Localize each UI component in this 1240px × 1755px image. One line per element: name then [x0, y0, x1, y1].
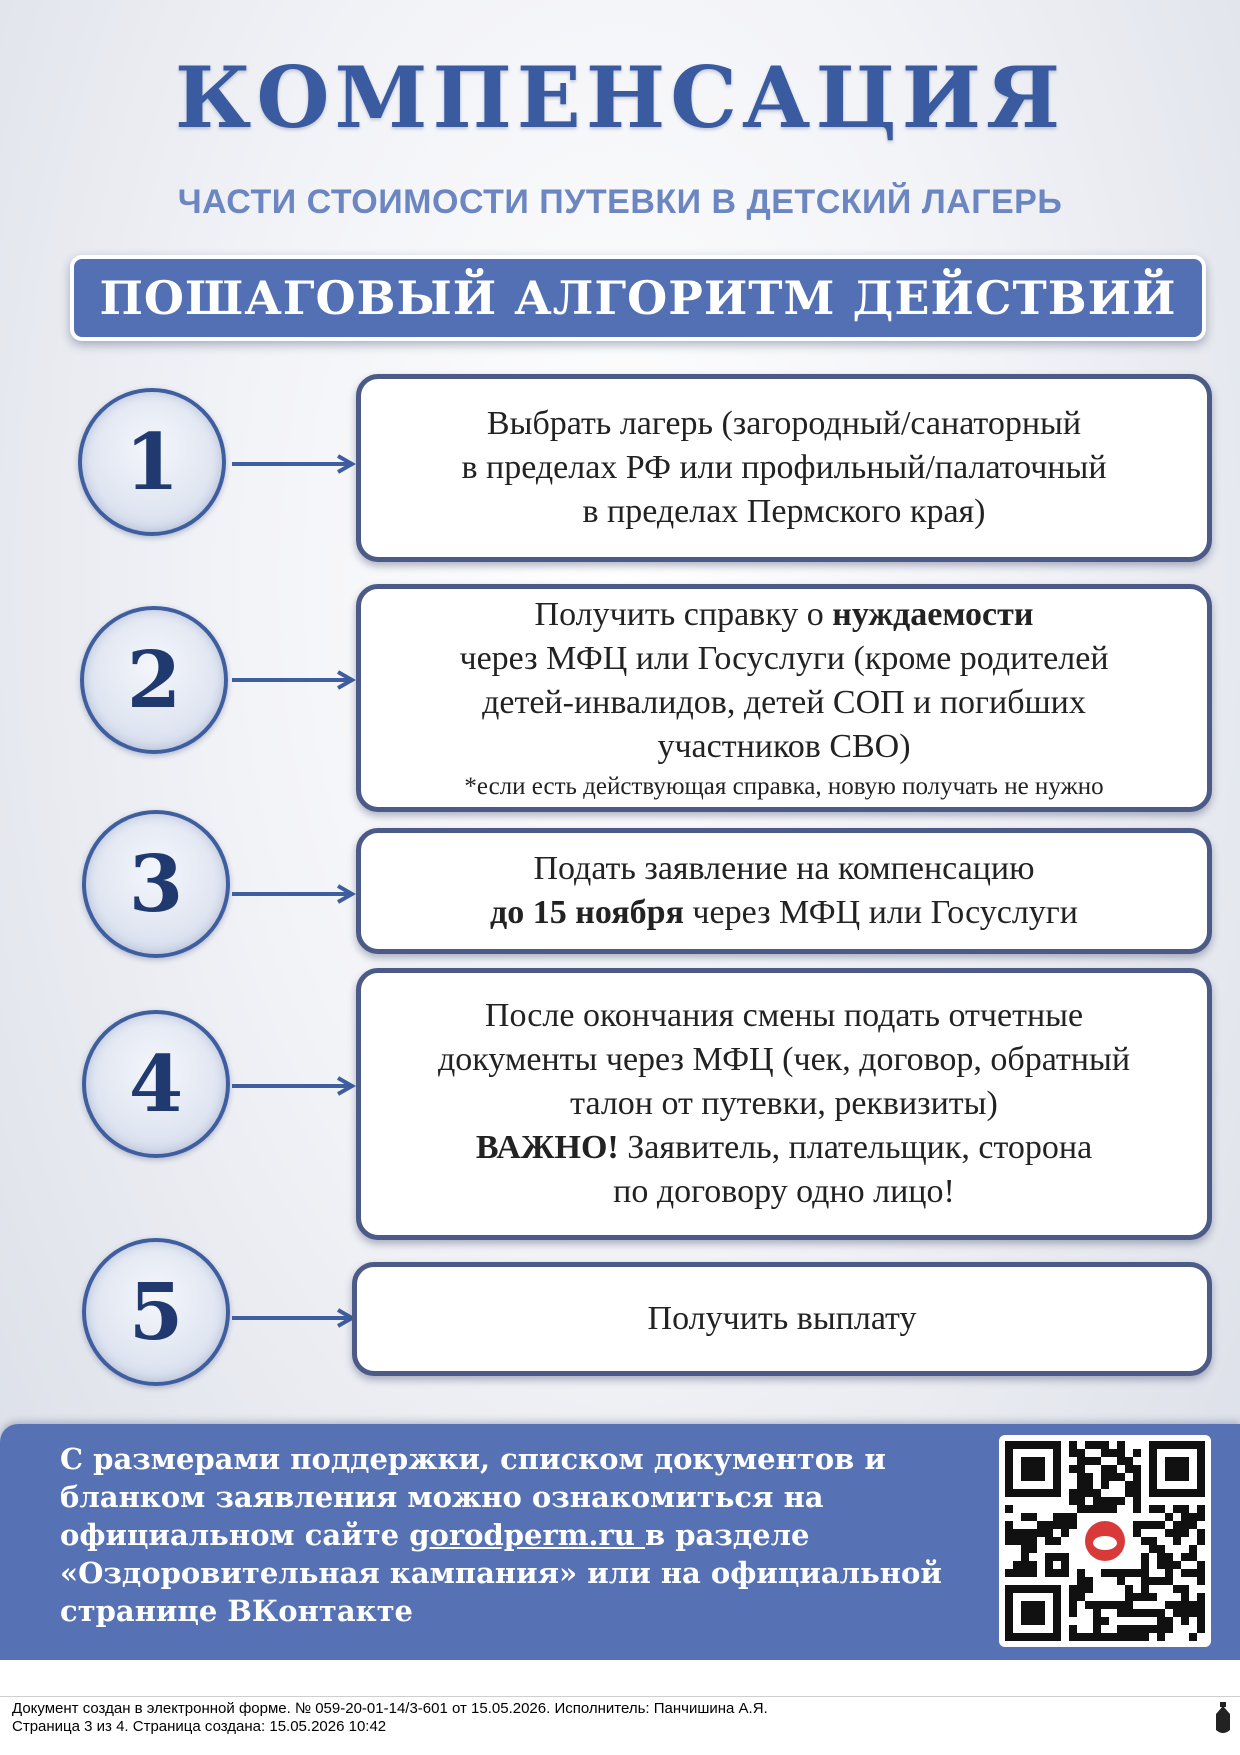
step-4-important: ВАЖНО! — [475, 1129, 619, 1166]
qr-module — [1085, 1585, 1093, 1593]
qr-module — [1069, 1601, 1077, 1609]
qr-module — [1141, 1521, 1149, 1529]
qr-module — [1189, 1545, 1197, 1553]
qr-module — [1165, 1529, 1173, 1537]
qr-module — [1037, 1521, 1045, 1529]
qr-module — [1157, 1521, 1165, 1529]
step-2-note: *если есть действующая справка, новую получать не нужно — [464, 773, 1104, 800]
qr-module — [1173, 1601, 1181, 1609]
qr-module — [1093, 1489, 1101, 1497]
qr-module — [1165, 1513, 1173, 1521]
qr-module — [1157, 1625, 1165, 1633]
qr-module — [1053, 1513, 1061, 1521]
qr-module — [1013, 1529, 1021, 1537]
step-4-line-4 — [476, 1126, 1092, 1170]
qr-module — [1189, 1521, 1197, 1529]
qr-module — [1077, 1457, 1085, 1465]
qr-module — [1149, 1521, 1157, 1529]
arrow-right-icon — [232, 1308, 358, 1328]
qr-module — [1077, 1489, 1085, 1497]
qr-module — [1093, 1441, 1101, 1449]
qr-module — [1093, 1601, 1101, 1609]
qr-module — [1133, 1481, 1141, 1489]
qr-module — [1093, 1457, 1101, 1465]
qr-module — [1189, 1513, 1197, 1521]
qr-module — [1069, 1521, 1077, 1529]
qr-module — [1141, 1553, 1149, 1561]
qr-module — [1045, 1561, 1053, 1569]
step-4-line-5: по договору одно лицо! — [613, 1173, 955, 1210]
qr-module — [1061, 1561, 1069, 1569]
qr-module — [1141, 1577, 1149, 1585]
step-3-line-1: Подать заявление на компенсацию — [533, 850, 1035, 887]
step-4-line-3: талон от путевки, реквизиты) — [570, 1085, 998, 1122]
qr-module — [1013, 1561, 1021, 1569]
qr-module — [1125, 1585, 1133, 1593]
qr-module — [1197, 1529, 1205, 1537]
qr-module — [1173, 1585, 1181, 1593]
qr-module — [1109, 1569, 1117, 1577]
qr-module — [1133, 1625, 1141, 1633]
qr-module — [1021, 1545, 1029, 1553]
qr-module — [1061, 1569, 1069, 1577]
qr-module — [1165, 1561, 1173, 1569]
qr-module — [1085, 1505, 1093, 1513]
qr-module — [1069, 1441, 1077, 1449]
step-3-number: 3 — [128, 838, 184, 930]
qr-module — [1077, 1633, 1085, 1641]
footer-line-4: «Оздоровительная кампания» или на официальной — [60, 1556, 942, 1590]
qr-module — [1165, 1553, 1173, 1561]
qr-module — [1109, 1633, 1117, 1641]
algorithm-banner — [70, 255, 1206, 341]
step-2-box — [356, 584, 1212, 812]
qr-module — [1165, 1617, 1173, 1625]
qr-module — [1197, 1625, 1205, 1633]
qr-module — [1181, 1617, 1189, 1625]
qr-module — [1181, 1505, 1189, 1513]
gorodperm-link[interactable]: gorodperm.ru — [409, 1518, 645, 1552]
qr-module — [1197, 1617, 1205, 1625]
qr-module — [1181, 1521, 1189, 1529]
info-footer — [0, 1424, 1240, 1660]
qr-module — [1021, 1569, 1029, 1577]
qr-finder-core — [1165, 1457, 1189, 1481]
qr-module — [1117, 1457, 1125, 1465]
qr-module — [1109, 1505, 1117, 1513]
qr-module — [1125, 1609, 1133, 1617]
qr-module — [1005, 1505, 1013, 1513]
qr-module — [1101, 1481, 1109, 1489]
qr-module — [1021, 1513, 1029, 1521]
qr-module — [1173, 1505, 1181, 1513]
step-4-line-1: После окончания смены подать отчетные — [484, 997, 1084, 1034]
qr-module — [1181, 1593, 1189, 1601]
step-5-number: 5 — [128, 1266, 184, 1358]
qr-module — [1053, 1521, 1061, 1529]
qr-module — [1085, 1489, 1093, 1497]
qr-module — [1069, 1585, 1077, 1593]
qr-module — [1029, 1569, 1037, 1577]
qr-module — [1189, 1553, 1197, 1561]
qr-module — [1101, 1601, 1109, 1609]
qr-module — [1077, 1569, 1085, 1577]
qr-module — [1093, 1625, 1101, 1633]
qr-module — [1117, 1449, 1125, 1457]
qr-module — [1181, 1585, 1189, 1593]
qr-module — [1181, 1609, 1189, 1617]
qr-module — [1053, 1569, 1061, 1577]
qr-module — [1021, 1561, 1029, 1569]
qr-module — [1101, 1449, 1109, 1457]
arrow-right-icon — [232, 670, 358, 690]
qr-module — [1117, 1569, 1125, 1577]
qr-module — [1125, 1457, 1133, 1465]
qr-module — [1189, 1609, 1197, 1617]
qr-module — [1093, 1505, 1101, 1513]
qr-module — [1173, 1609, 1181, 1617]
qr-module — [1077, 1449, 1085, 1457]
qr-module — [1029, 1561, 1037, 1569]
qr-module — [1061, 1553, 1069, 1561]
step-5-line-1: Получить выплату — [647, 1300, 917, 1337]
step-3-box — [356, 828, 1212, 954]
footer-text — [60, 1440, 990, 1630]
qr-module — [1117, 1441, 1125, 1449]
arrow-right-icon — [232, 454, 358, 474]
document-footer-line-1: Документ создан в электронной форме. № 059-20-01-14/3-601 от 15.05.2026. Исполнитель: Панчишина А.Я. — [12, 1700, 768, 1717]
qr-module — [1117, 1497, 1125, 1505]
arrow-right-icon — [232, 884, 358, 904]
qr-module — [1069, 1633, 1077, 1641]
qr-module — [1109, 1473, 1117, 1481]
qr-module — [1149, 1609, 1157, 1617]
qr-module — [1069, 1625, 1077, 1633]
qr-module — [1045, 1537, 1053, 1545]
qr-module — [1157, 1553, 1165, 1561]
qr-module — [1101, 1497, 1109, 1505]
qr-module — [1101, 1441, 1109, 1449]
qr-module — [1077, 1505, 1085, 1513]
qr-module — [1125, 1489, 1133, 1497]
bear-icon — [1093, 1536, 1117, 1550]
qr-module — [1045, 1521, 1053, 1529]
footer-line-1: С размерами поддержки, списком документов и — [60, 1442, 886, 1476]
qr-module — [1197, 1513, 1205, 1521]
qr-module — [1069, 1465, 1077, 1473]
qr-module — [1101, 1465, 1109, 1473]
qr-module — [1181, 1513, 1189, 1521]
qr-module — [1133, 1489, 1141, 1497]
qr-module — [1029, 1545, 1037, 1553]
qr-module — [1069, 1593, 1077, 1601]
qr-module — [1069, 1513, 1077, 1521]
arrow-right-icon — [232, 1076, 358, 1096]
qr-module — [1141, 1537, 1149, 1545]
qr-module — [1085, 1473, 1093, 1481]
qr-module — [1125, 1601, 1133, 1609]
qr-module — [1197, 1609, 1205, 1617]
step-1-line-1: Выбрать лагерь (загородный/санаторный — [486, 405, 1082, 442]
qr-module — [1197, 1593, 1205, 1601]
step-4-box — [356, 968, 1212, 1240]
step-1-number: 1 — [124, 416, 180, 508]
qr-module — [1133, 1473, 1141, 1481]
qr-module — [1133, 1497, 1141, 1505]
qr-module — [1157, 1609, 1165, 1617]
qr-module — [1029, 1529, 1037, 1537]
qr-module — [1085, 1633, 1093, 1641]
qr-module — [1101, 1473, 1109, 1481]
qr-module — [1157, 1505, 1165, 1513]
step-3-deadline: до 15 ноября — [490, 894, 684, 931]
qr-module — [1173, 1561, 1181, 1569]
qr-module — [1165, 1601, 1173, 1609]
qr-module — [1101, 1617, 1109, 1625]
qr-module — [1101, 1569, 1109, 1577]
qr-module — [1013, 1569, 1021, 1577]
qr-module — [1069, 1609, 1077, 1617]
qr-module — [1189, 1633, 1197, 1641]
qr-module — [1069, 1497, 1077, 1505]
qr-module — [1141, 1633, 1149, 1641]
qr-module — [1061, 1529, 1069, 1537]
qr-module — [1005, 1537, 1013, 1545]
qr-module — [1133, 1521, 1141, 1529]
qr-module — [1133, 1529, 1141, 1537]
qr-code-icon[interactable] — [999, 1435, 1211, 1647]
step-3-line-2-text: через МФЦ или Госуслуги — [683, 894, 1078, 931]
footer-line-2: бланком заявления можно ознакомиться на — [60, 1480, 824, 1514]
qr-module — [1077, 1593, 1085, 1601]
qr-module — [1061, 1521, 1069, 1529]
qr-module — [1181, 1553, 1189, 1561]
qr-module — [1197, 1577, 1205, 1585]
qr-module — [1109, 1449, 1117, 1457]
qr-module — [1077, 1577, 1085, 1585]
step-2-line-2: через МФЦ или Госуслуги (кроме родителей — [459, 640, 1109, 677]
qr-module — [1173, 1529, 1181, 1537]
step-3-line-2 — [490, 891, 1078, 935]
qr-module — [1165, 1625, 1173, 1633]
document-footer — [12, 1700, 1192, 1736]
step-2-line-1 — [535, 593, 1034, 637]
qr-module — [1085, 1577, 1093, 1585]
step-2-line-3: детей-инвалидов, детей СОП и погибших — [482, 684, 1086, 721]
qr-module — [1133, 1505, 1141, 1513]
qr-module — [1173, 1521, 1181, 1529]
qr-module — [1117, 1473, 1125, 1481]
step-2-line-4: участников СВО) — [657, 728, 911, 765]
qr-module — [1125, 1481, 1133, 1489]
qr-module — [1093, 1497, 1101, 1505]
qr-module — [1133, 1569, 1141, 1577]
qr-module — [1093, 1609, 1101, 1617]
qr-module — [1189, 1569, 1197, 1577]
step-2-number: 2 — [126, 634, 182, 726]
step-5-box — [352, 1262, 1212, 1376]
qr-module — [1157, 1617, 1165, 1625]
qr-module — [1013, 1537, 1021, 1545]
qr-module — [1093, 1617, 1101, 1625]
document-footer-line-2: Страница 3 из 4. Страница создана: 15.05.2026 10:42 — [12, 1718, 387, 1735]
step-1-line-3: в пределах Пермского края) — [582, 493, 986, 530]
qr-module — [1141, 1569, 1149, 1577]
qr-module — [1117, 1577, 1125, 1585]
qr-module — [1133, 1449, 1141, 1457]
qr-module — [1149, 1577, 1157, 1585]
qr-module — [1133, 1465, 1141, 1473]
qr-module — [1117, 1609, 1125, 1617]
qr-module — [1141, 1625, 1149, 1633]
qr-module — [1021, 1553, 1029, 1561]
qr-module — [1109, 1497, 1117, 1505]
qr-module — [1141, 1593, 1149, 1601]
qr-module — [1181, 1569, 1189, 1577]
divider — [0, 1696, 1240, 1697]
qr-module — [1197, 1569, 1205, 1577]
qr-module — [1149, 1537, 1157, 1545]
qr-module — [1149, 1505, 1157, 1513]
qr-module — [1125, 1593, 1133, 1601]
qr-module — [1093, 1633, 1101, 1641]
qr-module — [1141, 1609, 1149, 1617]
qr-module — [1069, 1449, 1077, 1457]
qr-code-graphic — [999, 1435, 1211, 1647]
qr-module — [1157, 1633, 1165, 1641]
qr-module — [1133, 1609, 1141, 1617]
qr-module — [1005, 1569, 1013, 1577]
step-1-circle — [78, 388, 226, 536]
step-1-line-2: в пределах РФ или профильный/палаточный — [461, 449, 1107, 486]
qr-module — [1117, 1625, 1125, 1633]
step-2-circle — [80, 606, 228, 754]
qr-finder-core — [1021, 1457, 1045, 1481]
qr-module — [1133, 1593, 1141, 1601]
qr-module — [1197, 1505, 1205, 1513]
qr-module — [1197, 1537, 1205, 1545]
emblem-icon — [1212, 1702, 1234, 1738]
qr-module — [1077, 1585, 1085, 1593]
qr-module — [1005, 1521, 1013, 1529]
qr-module — [1133, 1633, 1141, 1641]
step-3-circle — [82, 810, 230, 958]
qr-module — [1085, 1481, 1093, 1489]
footer-line-5: странице ВКонтакте — [60, 1594, 413, 1628]
qr-module — [1157, 1561, 1165, 1569]
qr-module — [1085, 1441, 1093, 1449]
qr-module — [1021, 1529, 1029, 1537]
qr-module — [1197, 1561, 1205, 1569]
qr-module — [1181, 1601, 1189, 1609]
qr-module — [1109, 1601, 1117, 1609]
qr-module — [1149, 1593, 1157, 1601]
qr-module — [1021, 1537, 1029, 1545]
qr-module — [1165, 1569, 1173, 1577]
step-4-number: 4 — [128, 1038, 184, 1130]
qr-module — [1157, 1577, 1165, 1585]
qr-module — [1189, 1601, 1197, 1609]
footer-line-3 — [60, 1516, 990, 1554]
qr-module — [1197, 1601, 1205, 1609]
qr-module — [1077, 1481, 1085, 1489]
qr-module — [1109, 1465, 1117, 1473]
step-1-box — [356, 374, 1212, 562]
qr-module — [1069, 1489, 1077, 1497]
qr-module — [1101, 1505, 1109, 1513]
qr-module — [1101, 1633, 1109, 1641]
qr-module — [1157, 1545, 1165, 1553]
step-4-line-4-text: Заявитель, плательщик, сторона — [618, 1129, 1093, 1166]
page-subtitle: ЧАСТИ СТОИМОСТИ ПУТЕВКИ В ДЕТСКИЙ ЛАГЕРЬ — [177, 183, 1063, 221]
step-4-circle — [82, 1010, 230, 1158]
step-2-line-1-text: Получить справку о — [534, 596, 833, 633]
qr-module — [1029, 1537, 1037, 1545]
footer-line-3-pre: официальном сайте — [60, 1518, 410, 1552]
qr-module — [1045, 1569, 1053, 1577]
qr-module — [1149, 1625, 1157, 1633]
qr-module — [1117, 1601, 1125, 1609]
banner-label: ПОШАГОВЫЙ АЛГОРИТМ ДЕЙСТВИЙ — [99, 271, 1177, 325]
qr-module — [1045, 1529, 1053, 1537]
page-title: КОМПЕНСАЦИЯ — [174, 48, 1066, 147]
qr-module — [1037, 1529, 1045, 1537]
qr-module — [1029, 1513, 1037, 1521]
qr-module — [1045, 1553, 1053, 1561]
qr-module — [1005, 1529, 1013, 1537]
qr-module — [1125, 1569, 1133, 1577]
qr-module — [1141, 1585, 1149, 1593]
step-2-keyword: нуждаемости — [832, 596, 1034, 633]
footer-line-3-post: в разделе — [644, 1518, 810, 1552]
qr-module — [1181, 1529, 1189, 1537]
qr-module — [1125, 1625, 1133, 1633]
qr-module — [1085, 1601, 1093, 1609]
qr-module — [1117, 1633, 1125, 1641]
qr-module — [1053, 1537, 1061, 1545]
qr-finder-core — [1021, 1601, 1045, 1625]
qr-module — [1141, 1561, 1149, 1569]
qr-module — [1077, 1473, 1085, 1481]
qr-module — [1077, 1497, 1085, 1505]
qr-module — [1085, 1457, 1093, 1465]
qr-module — [1061, 1513, 1069, 1521]
qr-module — [1173, 1537, 1181, 1545]
qr-module — [1149, 1545, 1157, 1553]
step-4-line-2: документы через МФЦ (чек, договор, обратный — [437, 1041, 1131, 1078]
qr-module — [1077, 1465, 1085, 1473]
qr-module — [1125, 1633, 1133, 1641]
qr-module — [1165, 1577, 1173, 1585]
step-5-circle — [82, 1238, 230, 1386]
qr-module — [1125, 1465, 1133, 1473]
qr-module — [1053, 1553, 1061, 1561]
